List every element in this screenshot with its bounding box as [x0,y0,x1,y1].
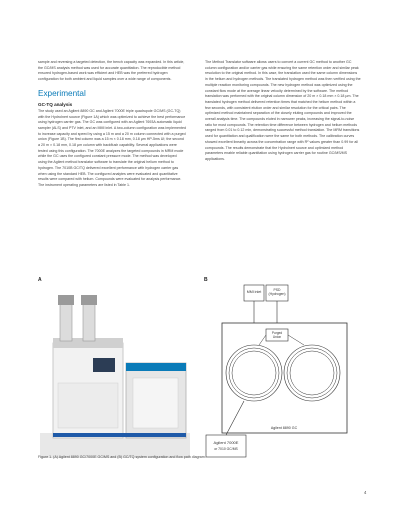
inlet-label: MMI inlet [246,290,262,294]
subheading: GC-TQ analysis [38,101,73,107]
figure-1 [38,275,360,465]
right-body-paragraph: The Method Translator software allows users to convert a current GC method to another GC column configuration and/or carrier gas while ensuring the same retention order and similar peak resolution to the original method. In this case, the translation used the same column dimensions in the helium and hydrogen methods. The translated hydrogen method was then verified using the multiple reaction monitoring compounds. The new hydrogen method was optimized using the constant flow mode at the average linear velocity determined by the software. The method translation was performed with the original column dimension of 20 m × 0.18 mm × 0.18 µm. The translated hydrogen method delivered retention times that matched the helium method within a few seconds, with consistent elution order and similar resolution for the critical pairs. The optimized method maintained separation of the closely eluting compounds and improved the overall analysis time. The compounds eluted in narrower peaks, increasing the signal-to-noise ratio for most compounds. The retention time difference between hydrogen and helium methods ranged from 0.01 to 0.12 min, demonstrating successful method translation. The MRM transitions used for quantitation and qualification were the same for both methods. The calibration curves showed excellent linearity across the concentration range with R² values greater than 0.99 for all compounds. The results demonstrate that the HydroInert source and optimized method parameters enable reliable quantitation using hydrogen carrier gas for routine GC/MS/MS applications. [205,60,361,161]
intro-paragraph: sample and reversing a targeted detection, the bench capacity was expanded. In this article, the GC/MS analysis method was used for accurate quantitation. The reproducible method ensured hydrogen-based work was efficient and HEB was the preferred hydrogen configuration for both ambient and liquid samples over a wide range of components. [38,60,185,82]
oven-label: Agilent 8890 GC [270,426,298,430]
ms-label-line1: Agilent 7000E [213,440,239,445]
svg-text:PSD(Hydrogen): PSD (Hydrogen) [268,288,286,296]
page-number: 4 [364,490,367,495]
ms-label-line2: or 7010 GC/MS [214,447,238,451]
instrument-photo [38,283,198,468]
body-paragraph: The study used an Agilent 8890 GC and Agilent 7000E triple quadrupole GC/MS (GC-TQ) with the HydroInert source (Figure 1A) which was optimized to achieve the best performance using hydrogen carrier gas. The GC was configured with an Agilent 7693A automatic liquid sampler (ALS) and PTV inlet, and an MMI inlet. A two-column configuration was implemented to increase capacity and speed by using a 15 m and a 20 m column connected with a purged union (Figure 1B). The first column was a 15 m × 0.18 mm, 0.18 µm HP-5ms UI; the second a 20 m × 0.18 mm, 0.18 µm column with backflush capability. Several applications were tested using this configuration. The 7000E analyzes the targeted compounds in MRM mode while the GC uses the configured constant pressure mode. The method was developed using the Agilent method translator software to translate the original helium method to hydrogen. The 7010B GC/TQ delivered excellent performance with hydrogen carrier gas when using the standard HEB. The configured analytes were evaluated and quantitative results were compared with helium. Compounds were evaluated for analysis performance. The instrument operating parameters are listed in Table 1. [38,108,187,187]
left-column [38,60,186,189]
ms-box [206,435,246,457]
right-column [205,60,361,163]
figure-caption: Figure 1. (A) Agilent 8890 GC/7000E GC/MS and (B) GC/TQ system configuration and flow path diagram. [38,455,206,459]
svg-text:PurgedUnion: Purged Union [271,331,283,339]
section-heading: Experimental [38,88,86,98]
flow-diagram [204,283,360,468]
panel-a-label: A [38,277,42,283]
panel-b-label: B [204,277,208,283]
